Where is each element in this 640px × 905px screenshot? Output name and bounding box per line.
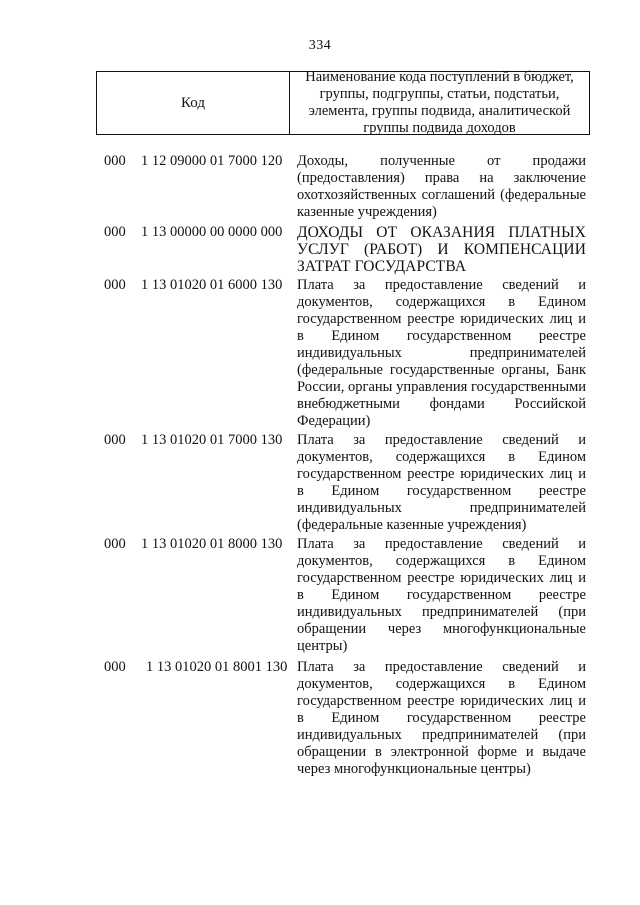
admin-code: 000 [104, 536, 126, 552]
table-row [0, 432, 640, 534]
table-row [0, 224, 640, 275]
income-description: Плата за предоставление сведений и документов, содержащихся в Едином государственном реестре юридических лиц и в Едином государственном реестре индивидуальных предпринимателей (федеральные государственные органы, Банк России, органы управления государственными внебюджетными фондами Российской Федерации) [297, 277, 586, 429]
admin-code: 000 [104, 659, 126, 675]
income-code-list [0, 153, 640, 778]
budget-code: 1 13 00000 00 0000 000 [141, 224, 283, 240]
table-row [0, 277, 640, 430]
table-row [0, 657, 640, 778]
page-number: 334 [308, 38, 332, 53]
budget-code: 1 13 01020 01 6000 130 [141, 277, 283, 293]
table-row [0, 153, 640, 221]
table-row [0, 536, 640, 655]
admin-code: 000 [104, 153, 126, 169]
budget-code: 1 12 09000 01 7000 120 [141, 153, 283, 169]
admin-code: 000 [104, 277, 126, 293]
header-code-label: Код [97, 72, 290, 134]
admin-code: 000 [104, 432, 126, 448]
income-group-title: ДОХОДЫ ОТ ОКАЗАНИЯ ПЛАТНЫХ УСЛУГ (РАБОТ) И КОМПЕНСАЦИИ ЗАТРАТ ГОСУДАРСТВА [297, 224, 586, 275]
budget-code: 1 13 01020 01 7000 130 [141, 432, 283, 448]
income-description: Плата за предоставление сведений и документов, содержащихся в Едином государственном реестре юридических лиц и в Едином государственном реестре индивидуальных предпринимателей (при обращении через многофункциональные центры) [297, 536, 586, 654]
admin-code: 000 [104, 224, 126, 240]
budget-code: 1 13 01020 01 8001 130 [146, 659, 288, 675]
table-header [96, 71, 590, 135]
budget-code: 1 13 01020 01 8000 130 [141, 536, 283, 552]
income-description: Доходы, полученные от продажи (предоставления) права на заключение охотхозяйственных соглашений (федеральные казенные учреждения) [297, 153, 586, 220]
income-description: Плата за предоставление сведений и документов, содержащихся в Едином государственном реестре юридических лиц и в Едином государственном реестре индивидуальных предпринимателей (при обращении в электронной форме и выдаче через многофункциональные центры) [297, 659, 586, 777]
header-name-label: Наименование кода поступлений в бюджет, группы, подгруппы, статьи, подстатьи, элемента, группы подвида, аналитической группы подвида доходов [305, 69, 574, 136]
income-description: Плата за предоставление сведений и документов, содержащихся в Едином государственном реестре юридических лиц и в Едином государственном реестре индивидуальных предпринимателей (федеральные казенные учреждения) [297, 432, 586, 533]
